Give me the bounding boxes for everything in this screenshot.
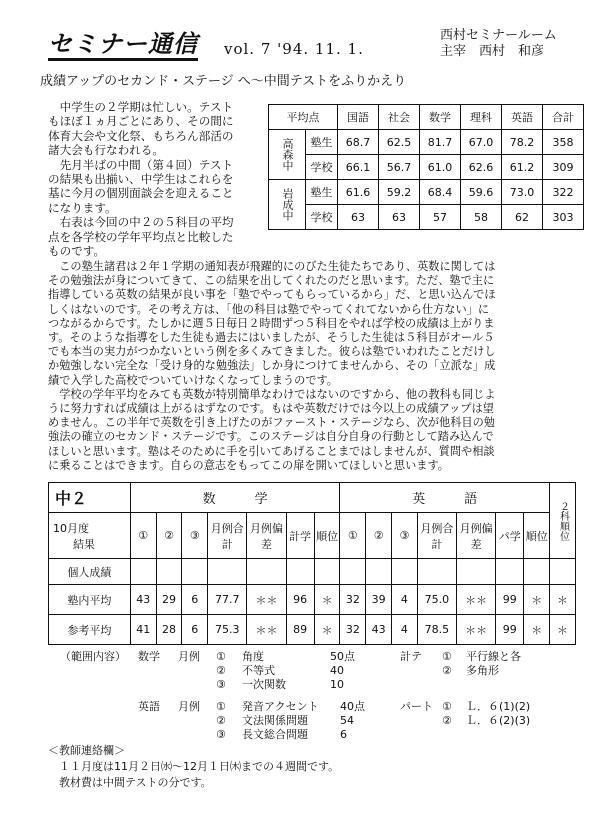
- header-cell: 英語: [502, 105, 543, 130]
- cell: 62.5: [379, 130, 420, 155]
- body-line: 績で入学した高校でついていけなくなってしまうのです。: [48, 373, 338, 387]
- cell: 63: [338, 205, 379, 230]
- cell: ＊＊: [247, 585, 286, 615]
- item-number: ③: [216, 678, 226, 691]
- cell: 32: [340, 585, 366, 615]
- table-row: [49, 615, 576, 645]
- header-cell: 合計: [543, 105, 584, 130]
- period-label: 10月度: [53, 521, 89, 535]
- total-rank-header: ２科順位: [550, 483, 576, 559]
- cell: 61.2: [502, 155, 543, 180]
- volume-date: vol. 7 '94. 11. 1.: [224, 40, 364, 58]
- item-topic: Ｌ．６(1)(2): [466, 700, 531, 713]
- body-line: ほしいと思います。塾はそのために手を引いてあげることまではしませんが、質問や相談: [48, 444, 495, 458]
- cell: 77.7: [208, 585, 247, 615]
- notice-line: １１月度は11月２日㈬〜12月１日㈭までの４週間です。: [48, 760, 340, 773]
- col-header: ③: [182, 513, 208, 559]
- math-header: 数 学: [130, 483, 340, 513]
- cell: 75.0: [417, 585, 456, 615]
- header-cell: 数学: [420, 105, 461, 130]
- average-score-table: [268, 104, 584, 230]
- table-row: [269, 205, 584, 230]
- notice-line: 教材費は中間テストの分です。: [48, 776, 212, 789]
- intro-line: 右表は今回の中２の５科目の平均: [48, 215, 234, 230]
- range-eng-kind: 月例: [178, 700, 200, 713]
- intro-line: になります。: [48, 200, 117, 215]
- cell: 学校: [306, 205, 338, 230]
- cell: ＊＊: [457, 615, 496, 645]
- table-row: [49, 585, 576, 615]
- cell: 309: [543, 155, 584, 180]
- grade-label: 中２: [49, 483, 131, 513]
- cell: 29: [156, 585, 182, 615]
- org-owner: 主宰 西村 和彦: [440, 44, 545, 59]
- cell: 322: [543, 180, 584, 205]
- col-header: ③: [392, 513, 418, 559]
- intro-line: 基に今月の個別面談会を迎えること: [48, 186, 234, 201]
- cell: 303: [543, 205, 584, 230]
- extra-label: 計テ: [400, 650, 422, 663]
- col-header: ①: [340, 513, 366, 559]
- item-number: ①: [442, 700, 452, 713]
- cell: 6: [182, 585, 208, 615]
- body-line: その勉強法が身についてきて、この結果を出してくれたのだと思います。ただ、塾で主に: [48, 274, 495, 288]
- english-header: 英 語: [340, 483, 550, 513]
- item-topic: 長文総合問題: [242, 728, 308, 741]
- col-header: 月例合計: [208, 513, 247, 559]
- organization: [440, 28, 557, 60]
- item-topic: 発音アクセント: [242, 700, 319, 713]
- cell: 67.0: [461, 130, 502, 155]
- intro-paragraph: [48, 100, 264, 258]
- item-number: ①: [216, 650, 226, 663]
- header-cell: 平均点: [269, 105, 338, 130]
- subtitle: 成績アップのセカンド・ステージ へ〜中間テストをふりかえり: [40, 74, 407, 89]
- org-name: 西村セミナールーム: [440, 28, 557, 43]
- item-number: ②: [442, 664, 452, 677]
- school-name: 高森中: [269, 130, 306, 180]
- item-topic: 一次関数: [242, 678, 286, 691]
- extra-label: パート: [400, 700, 433, 713]
- intro-line: もほぼ１ヵ月ごとにあり、その間に: [48, 114, 234, 129]
- cell: 99: [496, 615, 524, 645]
- col-header: 月例合計: [417, 513, 456, 559]
- header-cell: 国語: [338, 105, 379, 130]
- cell: 4: [392, 585, 418, 615]
- cell: 6: [182, 615, 208, 645]
- cell: 61.0: [420, 155, 461, 180]
- item-topic: 文法関係問題: [242, 714, 308, 727]
- cell: 96: [286, 585, 314, 615]
- item-topic: 角度: [242, 650, 264, 663]
- item-topic: 平行線と各: [466, 650, 521, 663]
- cell: ＊: [550, 615, 576, 645]
- cell: 59.6: [461, 180, 502, 205]
- col-header: 月例偏差: [457, 513, 496, 559]
- item-points: 50点: [330, 650, 355, 663]
- body-line: に乗ることはできます。自らの意志をもってこの扉を開いてほしいと思います。: [48, 458, 449, 472]
- cell: 68.4: [420, 180, 461, 205]
- item-points: 54: [340, 714, 354, 727]
- body-line: 強法の確立のセカンド・ステージです。このステージは自分自身の行動として踏み込んで: [48, 430, 494, 444]
- item-topic: 多角形: [466, 664, 499, 677]
- cell: 62: [502, 205, 543, 230]
- intro-line: 体育大会や文化祭、もちろん部活の: [48, 128, 234, 143]
- item-points: 6: [340, 728, 347, 741]
- cell: 59.2: [379, 180, 420, 205]
- table-row: [269, 155, 584, 180]
- col-header: 順位: [524, 513, 550, 559]
- item-number: ②: [442, 714, 452, 727]
- cell: 28: [156, 615, 182, 645]
- cell: ＊＊: [457, 585, 496, 615]
- cell: 39: [366, 585, 392, 615]
- cell: 81.7: [420, 130, 461, 155]
- body-line: 指導している英数の結果が良い事を「塾でやってもらっているから」だ、と思い込んでほ: [48, 288, 496, 302]
- intro-line: 諸大会も行なわれる。: [48, 143, 164, 158]
- cell: 61.6: [338, 180, 379, 205]
- intro-line: の結果も出揃い、中学生はこれらを: [48, 172, 234, 187]
- body-paragraph: [48, 260, 578, 473]
- range-eng-subject: 英語: [138, 700, 160, 713]
- period-cell: [49, 513, 131, 559]
- body-line: か勉強しない完全な「受け身的な勉強法」しか身につけてませんから、その「立派な」成: [48, 359, 496, 373]
- cell: ＊: [524, 585, 550, 615]
- item-number: ②: [216, 714, 226, 727]
- cell: 75.3: [208, 615, 247, 645]
- cell: ＊: [550, 585, 576, 615]
- body-line: めません。この半年で英数を引き上げたのがファースト・ステージなら、次が他科目の勉: [48, 416, 495, 430]
- item-number: ①: [442, 650, 452, 663]
- cell: 78.2: [502, 130, 543, 155]
- row-label: 参考平均: [49, 615, 131, 645]
- school-name: 岩成中: [269, 180, 306, 230]
- cell: 63: [379, 205, 420, 230]
- body-line: 学校の学年平均をみても英数が特別簡単なわけではないのですから、他の教科も同じよ: [48, 387, 496, 401]
- cell: 58: [461, 205, 502, 230]
- item-number: ③: [216, 728, 226, 741]
- col-header: 計学: [286, 513, 314, 559]
- cell: 78.5: [417, 615, 456, 645]
- cell: 4: [392, 615, 418, 645]
- cell: ＊: [314, 615, 340, 645]
- item-topic: 不等式: [242, 664, 275, 677]
- cell: 43: [130, 585, 156, 615]
- result-label: 結果: [73, 537, 95, 551]
- intro-line: ものです。: [48, 244, 106, 259]
- table-row: [49, 559, 576, 585]
- cell: 塾生: [306, 130, 338, 155]
- item-number: ①: [216, 700, 226, 713]
- cell: 358: [543, 130, 584, 155]
- cell: 塾生: [306, 180, 338, 205]
- col-header: パ学: [496, 513, 524, 559]
- cell: 学校: [306, 155, 338, 180]
- header-cell: 理科: [461, 105, 502, 130]
- newsletter-title: セミナー通信: [48, 30, 198, 61]
- range-label: （範囲内容）: [60, 650, 126, 663]
- cell: 89: [286, 615, 314, 645]
- cell: 56.7: [379, 155, 420, 180]
- col-header: ①: [130, 513, 156, 559]
- body-line: うに努力すれば成績は上がるはずなのです。もはや英数だけでは今以上の成績アップは望: [48, 402, 494, 416]
- notice-label: ＜教師連絡欄＞: [48, 744, 125, 757]
- col-header: ②: [156, 513, 182, 559]
- body-line: この塾生諸君は２年１学期の通知表が飛躍的にのびた生徒たちであり、英数に関しては: [48, 260, 496, 273]
- body-line: す。そのような指導をした生徒も過去にはいましたが、そうした生徒は５科目がオール５: [48, 331, 495, 345]
- body-line: つながるからです。たしかに週５日毎日２時間ずつ５科目をやれば学校の成績は上がりま: [48, 316, 495, 330]
- item-number: ②: [216, 664, 226, 677]
- intro-line: 中学生の２学期は忙しい。テスト: [48, 100, 234, 114]
- header-cell: 社会: [379, 105, 420, 130]
- range-math-subject: 数学: [138, 650, 160, 663]
- table-row: [49, 483, 576, 513]
- item-points: 40: [330, 664, 344, 677]
- item-points: 10: [330, 678, 344, 691]
- col-header: 月例偏差: [247, 513, 286, 559]
- cell: 32: [340, 615, 366, 645]
- cell: ＊: [314, 585, 340, 615]
- table-row: [49, 513, 576, 559]
- section-label: 個人成績: [49, 559, 131, 585]
- cell: 41: [130, 615, 156, 645]
- item-topic: Ｌ．６(2)(3): [466, 714, 531, 727]
- row-label: 塾内平均: [49, 585, 131, 615]
- cell: ＊: [524, 615, 550, 645]
- col-header: 順位: [314, 513, 340, 559]
- cell: 66.1: [338, 155, 379, 180]
- col-header: ②: [366, 513, 392, 559]
- monthly-results-table: [48, 482, 576, 645]
- cell: 99: [496, 585, 524, 615]
- cell: 68.7: [338, 130, 379, 155]
- table-header-row: [269, 105, 584, 130]
- cell: 43: [366, 615, 392, 645]
- item-points: 40点: [340, 700, 365, 713]
- range-math-kind: 月例: [178, 650, 200, 663]
- intro-line: 点を各学校の学年平均点と比較した: [48, 229, 234, 244]
- table-row: [269, 180, 584, 205]
- intro-line: 先月半ばの中間（第４回）テスト: [48, 157, 234, 172]
- table-row: [269, 130, 584, 155]
- body-line: しくはないのです。その考え方は、「他の科目は塾でやってくれてないから仕方ない」に: [48, 302, 490, 316]
- body-line: でも本当の実力がつかないという例を多くみてきました。彼らは塾でいわれたことだけし: [48, 345, 496, 359]
- cell: 57: [420, 205, 461, 230]
- cell: 73.0: [502, 180, 543, 205]
- cell: 62.6: [461, 155, 502, 180]
- cell: ＊＊: [247, 615, 286, 645]
